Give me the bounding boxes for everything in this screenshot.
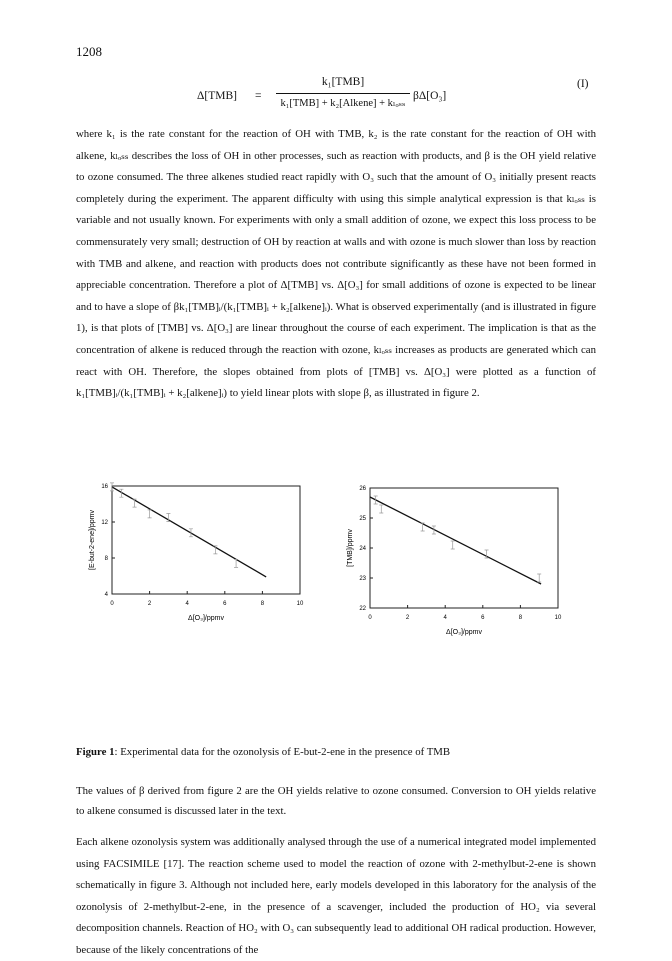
figure-caption-label: Figure 1 — [76, 746, 115, 758]
figure-1-charts — [82, 480, 562, 650]
chart2-fit-line — [370, 497, 541, 584]
chart1-x-tick-label: 2 — [147, 601, 152, 607]
chart2-x-tick-label: 2 — [405, 615, 410, 621]
figure-caption-text: : Experimental data for the ozonolysis of E-but-2-ene in the presence of TMB — [114, 746, 451, 758]
chart1-x-tick-label: 8 — [260, 601, 265, 607]
paragraph-beta-values: The values of β derived from figure 2 are the OH yields relative to ozone consumed. Conversion to OH yields relative to alkene consumed is discussed later in the text. — [76, 785, 596, 817]
chart2-x-axis-label: Δ[O₃]/ppmv — [446, 629, 482, 636]
figure-caption — [76, 746, 450, 758]
chart1-x-tick-label: 0 — [110, 601, 114, 607]
chart2-data-point — [537, 574, 541, 582]
chart2-x-tick-label: 8 — [518, 615, 523, 621]
chart2-y-tick-label: 22 — [359, 606, 366, 612]
chart1-y-tick-label: 16 — [101, 484, 108, 490]
chart1-data-point — [148, 510, 152, 518]
fraction-bar — [276, 93, 410, 94]
chart1-x-tick-label: 6 — [223, 601, 227, 607]
paragraph-rate-expression: where k₁ is the rate constant for the reaction of OH with TMB, k₂ is the rate constant for the reaction of OH with alkene, kₗₒₛₛ describes the loss of OH in other processes, such as reaction with products, and β is the OH yield relative to ozone consumed. The three alkenes studied react rapidly with O₃ such that the amount of O₃ initially present reacts completely during the experiment. The apparent difficulty with using this simple analytical expression is that kₗₒₛₛ is variable and not usually known. For experiments with only a small addition of ozone, we expect this loss process to be commensurately very small; destruction of OH by reaction at walls and with ozone is much slower than loss by reaction with TMB and alkene, and reaction with products does not contribute significantly as these have not been formed in appreciable concentration. Therefore a plot of Δ[TMB] vs. Δ[O₃] for small additions of ozone is expected to be linear and to have a slope of βk₁[TMB]ᵢ/(k₁[TMB]ᵢ + k₂[alkene]ᵢ). What is observed experimentally (and is illustrated in figure 1), is that plots of [TMB] vs. Δ[O₃] are linear throughout the course of each experiment. The implication is that as the concentration of alkene is reduced through the reaction with ozone, kₗₒₛₛ increases as products are generated which can react with OH. Therefore, the slopes obtained from plots of [TMB] vs. Δ[O₃] were plotted as a function of k₁[TMB]ᵢ/(k₁[TMB]ᵢ + k₂[alkene]ᵢ) to yield linear plots with slope β, as illustrated in figure 2. — [76, 128, 596, 400]
chart1-y-axis-label: [E-but-2-ene]/ppmv — [89, 510, 96, 570]
equation-denominator: k₁[TMB] + k₂[Alkene] + kₗₒₛₛ — [280, 98, 406, 109]
chart2-x-tick-label: 0 — [368, 615, 372, 621]
chart2-y-axis-label: [TMB]/ppmv — [347, 529, 354, 567]
chart2-x-tick-label: 4 — [443, 615, 447, 621]
chart2-data-point — [451, 541, 455, 549]
chart2-x-tick-label: 6 — [481, 615, 485, 621]
chart2-y-tick-label: 25 — [359, 516, 366, 522]
equation-lhs: Δ[TMB] — [197, 90, 237, 102]
page-number: 1208 — [76, 44, 102, 59]
chart1-x-tick-label: 4 — [185, 601, 189, 607]
chart2-y-tick-label: 23 — [359, 576, 366, 582]
chart2-y-tick-label: 26 — [359, 486, 366, 492]
equation-equals: = — [255, 90, 262, 102]
chart2-data-point — [379, 505, 383, 513]
chart2-y-tick-label: 24 — [359, 546, 366, 552]
chart1-y-tick-label: 12 — [101, 520, 108, 526]
equation-label: (I) — [577, 78, 589, 90]
chart1-fit-line — [112, 487, 266, 577]
paragraph-model: Each alkene ozonolysis system was additionally analysed through the use of a numerical integrated model implemented using FACSIMILE [17]. The reaction scheme used to model the reaction of ozone with 2-methylbut-2-ene is shown schematically in figure 3. Although not included here, early models developed in this laboratory for the analysis of the ozonolysis of 2-methylbut-2-ene, in the presence of a scavenger, included the production of HO₂ via several decomposition channels. Reaction of HO₂ with O₃ can subsequently lead to additional OH radical production. However, because of the likely concentrations of the — [76, 836, 596, 956]
chart1-y-tick-label: 8 — [104, 556, 108, 562]
chart1-y-tick-label: 4 — [104, 592, 108, 598]
chart1-data-point — [110, 483, 114, 491]
chart1-x-tick-label: 10 — [296, 601, 304, 607]
chart2-plot-frame — [370, 488, 558, 608]
equation-i — [0, 76, 672, 120]
chart1-x-axis-label: Δ[O₃]/ppmv — [188, 615, 224, 622]
equation-tail: βΔ[O₃] — [413, 90, 447, 102]
equation-numerator: k₁[TMB] — [321, 76, 365, 88]
chart2-x-tick-label: 10 — [554, 615, 562, 621]
figure-1 — [82, 480, 562, 655]
chart1-plot-frame — [112, 486, 300, 594]
